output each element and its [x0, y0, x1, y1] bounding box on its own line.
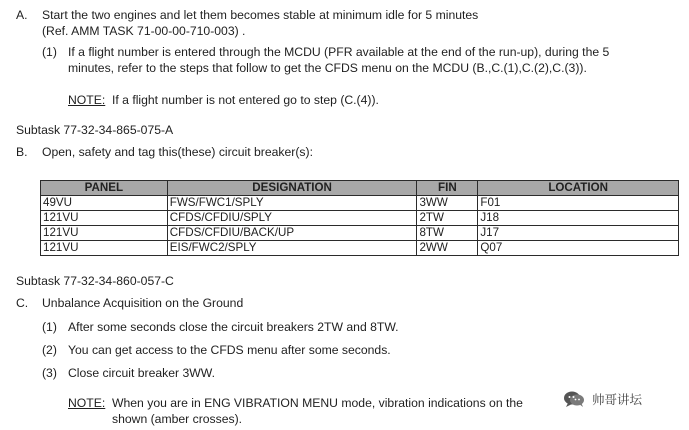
note-a-label: NOTE:: [68, 93, 106, 107]
fin-cell: 8TW: [417, 226, 478, 241]
fin-cell: 2TW: [417, 211, 478, 226]
step-c2-number: (2): [42, 343, 57, 357]
section-c-letter: C.: [16, 296, 29, 310]
location-header: LOCATION: [478, 181, 679, 196]
table-row: [41, 241, 679, 256]
location-cell: J18: [478, 211, 679, 226]
step-a1-line-2: minutes, refer to the steps that follow to get the CFDS menu on the MCDU (B.,C.(1),C.(2),C.(3)).: [68, 61, 587, 75]
section-a-reference: (Ref. AMM TASK 71-00-00-710-003) .: [42, 24, 246, 38]
panel-cell: 121VU: [41, 241, 168, 256]
step-a1-line-1: If a flight number is entered through the MCDU (PFR available at the end of the run-up), during the 5: [68, 45, 610, 59]
note-c-line-2: shown (amber crosses).: [112, 412, 243, 426]
note-a-text: If a flight number is not entered go to step (C.(4)).: [112, 93, 379, 107]
table-row: [41, 226, 679, 241]
subtask-b-id: Subtask 77-32-34-865-075-A: [16, 123, 174, 137]
section-b-title: Open, safety and tag this(these) circuit breaker(s):: [42, 145, 313, 159]
designation-cell: FWS/FWC1/SPLY: [167, 196, 417, 211]
location-cell: Q07: [478, 241, 679, 256]
step-c3-number: (3): [42, 366, 57, 380]
panel-header: PANEL: [41, 181, 168, 196]
fin-cell: 2WW: [417, 241, 478, 256]
table-header-row: [41, 181, 679, 196]
section-a-letter: A.: [16, 8, 28, 22]
wechat-icon: [562, 389, 586, 409]
section-c-title: Unbalance Acquisition on the Ground: [42, 296, 244, 310]
location-cell: J17: [478, 226, 679, 241]
panel-cell: 49VU: [41, 196, 168, 211]
table-row: [41, 196, 679, 211]
step-c2-text: You can get access to the CFDS menu after some seconds.: [68, 343, 391, 357]
table-row: [41, 211, 679, 226]
watermark-text: 帅哥讲坛: [592, 393, 643, 407]
section-a-title: Start the two engines and let them becomes stable at minimum idle for 5 minutes: [42, 8, 479, 22]
fin-cell: 3WW: [417, 196, 478, 211]
circuit-breaker-table: [40, 180, 679, 256]
wechat-watermark: [560, 388, 644, 410]
subtask-c-id: Subtask 77-32-34-860-057-C: [16, 274, 174, 288]
step-c3-text: Close circuit breaker 3WW.: [68, 366, 215, 380]
designation-cell: EIS/FWC2/SPLY: [167, 241, 417, 256]
step-c1-text: After some seconds close the circuit breakers 2TW and 8TW.: [68, 320, 399, 334]
note-c-label: NOTE:: [68, 396, 106, 410]
panel-cell: 121VU: [41, 211, 168, 226]
fin-header: FIN: [417, 181, 478, 196]
designation-header: DESIGNATION: [167, 181, 417, 196]
location-cell: F01: [478, 196, 679, 211]
step-c1-number: (1): [42, 320, 57, 334]
section-b-letter: B.: [16, 145, 28, 159]
designation-cell: CFDS/CFDIU/BACK/UP: [167, 226, 417, 241]
note-c-line-1: When you are in ENG VIBRATION MENU mode, vibration indications on the: [112, 396, 523, 410]
step-a1-number: (1): [42, 45, 57, 59]
designation-cell: CFDS/CFDIU/SPLY: [167, 211, 417, 226]
panel-cell: 121VU: [41, 226, 168, 241]
